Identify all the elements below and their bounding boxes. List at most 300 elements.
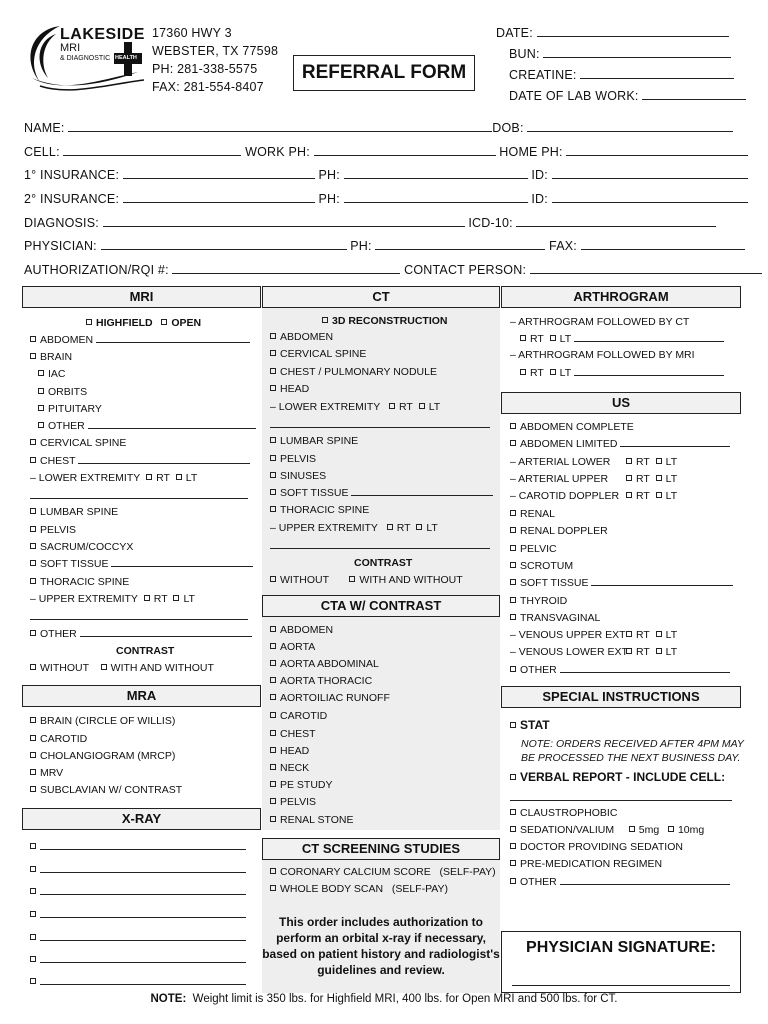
us-carotid-rt-checkbox[interactable] — [626, 492, 632, 498]
cta-renal-label: RENAL STONE — [280, 814, 354, 826]
address-block — [152, 24, 278, 96]
cta-renal-checkbox[interactable] — [270, 816, 276, 822]
mra-carotid-checkbox[interactable] — [30, 735, 36, 741]
xray-checkbox-6[interactable] — [30, 956, 36, 962]
address-line1: 17360 HWY 3 — [152, 26, 232, 40]
icd-field[interactable] — [516, 216, 716, 227]
ct-with-without-label: WITH AND WITHOUT — [359, 574, 463, 586]
stat-note-line1: NOTE: ORDERS RECEIVED AFTER 4PM MAY — [521, 738, 744, 750]
ct-pelvis-label: PELVIS — [280, 453, 316, 465]
mri-lower-ext-field[interactable] — [30, 490, 248, 499]
ct-chest-label: CHEST / PULMONARY NODULE — [280, 366, 437, 378]
xray-field-4[interactable] — [40, 909, 246, 918]
mri-orbits-checkbox[interactable] — [38, 388, 44, 394]
us-soft-field[interactable] — [591, 577, 733, 586]
us-ven-lower-label: – VENOUS LOWER EXT — [510, 646, 628, 658]
us-soft-label: SOFT TISSUE — [520, 577, 589, 589]
lt-label: LT — [665, 646, 678, 658]
claustro-checkbox[interactable] — [510, 809, 516, 815]
mri-pituitary-label: PITUITARY — [48, 403, 102, 415]
us-art-lower-rt-checkbox[interactable] — [626, 458, 632, 464]
ct-contrast-label: CONTRAST — [354, 557, 413, 569]
mri-soft-label: SOFT TISSUE — [40, 558, 109, 570]
form-title: REFERRAL FORM — [293, 55, 475, 91]
10mg-checkbox[interactable] — [668, 826, 674, 832]
mri-other-checkbox[interactable] — [30, 630, 36, 636]
name-label: NAME: — [24, 121, 65, 135]
ct-sinuses-checkbox[interactable] — [270, 472, 276, 478]
arthro-mri-field[interactable] — [574, 367, 724, 376]
us-transvaginal-label: TRANSVAGINAL — [520, 612, 601, 624]
ct-header: CT — [262, 286, 500, 308]
ins2-id-label: ID: — [531, 192, 548, 206]
lab-date-label: DATE OF LAB WORK: — [509, 89, 639, 103]
us-ven-upper-lt-checkbox[interactable] — [656, 631, 662, 637]
ins2-id-field[interactable] — [552, 192, 748, 203]
logo-health: HEALTH — [115, 55, 137, 61]
lt-label: LT — [426, 522, 438, 534]
cta-pe-label: PE STUDY — [280, 779, 333, 791]
cell-label: CELL: — [24, 145, 60, 159]
mra-cholangio-label: CHOLANGIOGRAM (MRCP) — [40, 750, 176, 762]
us-other-label: OTHER — [520, 664, 557, 676]
arthro-mri-rt-checkbox[interactable] — [520, 369, 526, 375]
stat-checkbox[interactable] — [510, 722, 516, 728]
us-header: US — [501, 392, 741, 414]
cta-aorta-label: AORTA — [280, 641, 316, 653]
mri-chest-field[interactable] — [78, 455, 250, 464]
dob-field[interactable] — [527, 121, 733, 132]
orbital-note-line4: guidelines and review. — [317, 963, 445, 977]
mra-subclavian-checkbox[interactable] — [30, 786, 36, 792]
rt-label: RT — [153, 593, 168, 605]
mri-lower-lt-checkbox[interactable] — [176, 474, 182, 480]
mri-chest-checkbox[interactable] — [30, 457, 36, 463]
logo-mri: MRI — [60, 42, 81, 54]
arthro-ct-field[interactable] — [574, 333, 724, 342]
cta-aorta-abd-checkbox[interactable] — [270, 660, 276, 666]
mri-upper-lt-checkbox[interactable] — [173, 595, 179, 601]
mri-lumbar-label: LUMBAR SPINE — [40, 506, 119, 518]
physician-field[interactable] — [101, 239, 347, 250]
lt-label: LT — [665, 490, 678, 502]
mri-cervical-label: CERVICAL SPINE — [40, 437, 127, 449]
mri-brain-other-label: OTHER — [48, 420, 85, 432]
mri-without-checkbox[interactable] — [30, 664, 36, 670]
whole-body-checkbox[interactable] — [270, 885, 276, 891]
10mg-label: 10mg — [677, 824, 705, 836]
cta-abdomen-label: ABDOMEN — [280, 624, 334, 636]
sedation-label: SEDATION/VALIUM — [520, 824, 615, 836]
us-pelvic-checkbox[interactable] — [510, 545, 516, 551]
us-carotid-label: – CAROTID DOPPLER — [510, 490, 620, 502]
xray-checkbox-4[interactable] — [30, 911, 36, 917]
xray-field-5[interactable] — [40, 932, 246, 941]
mri-brain-checkbox[interactable] — [30, 353, 36, 359]
rt-label: RT — [399, 401, 413, 413]
us-thyroid-checkbox[interactable] — [510, 597, 516, 603]
ct-soft-checkbox[interactable] — [270, 489, 276, 495]
rt-label: RT — [636, 646, 650, 658]
special-header: SPECIAL INSTRUCTIONS — [501, 686, 741, 708]
ins2-field[interactable] — [123, 192, 315, 203]
cta-neck-label: NECK — [280, 762, 310, 774]
fax: FAX: 281-554-8407 — [152, 80, 264, 94]
doctor-sed-label: DOCTOR PROVIDING SEDATION — [520, 841, 683, 853]
mri-thoracic-label: THORACIC SPINE — [40, 576, 130, 588]
lab-date-field[interactable] — [642, 89, 746, 100]
us-ven-upper-label: – VENOUS UPPER EXT — [510, 629, 626, 641]
cta-runoff-label: AORTOILIAC RUNOFF — [280, 692, 390, 704]
diagnosis-label: DIAGNOSIS: — [24, 216, 99, 230]
ct-thoracic-label: THORACIC SPINE — [280, 504, 370, 516]
stat-note-line2: BE PROCESSED THE NEXT BUSINESS DAY. — [521, 752, 741, 764]
us-renal-checkbox[interactable] — [510, 510, 516, 516]
mri-brain-other-field[interactable] — [88, 420, 256, 429]
mra-brain-checkbox[interactable] — [30, 717, 36, 723]
arthro-ct-label: – ARTHROGRAM FOLLOWED BY CT — [510, 316, 690, 328]
bun-label: BUN: — [509, 47, 540, 61]
us-art-upper-label: – ARTERIAL UPPER — [510, 473, 609, 485]
us-pelvic-label: PELVIC — [520, 543, 557, 555]
signature-line[interactable] — [512, 985, 730, 986]
us-soft-checkbox[interactable] — [510, 579, 516, 585]
auth-field[interactable] — [172, 263, 400, 274]
work-ph-field[interactable] — [314, 145, 496, 156]
special-other-checkbox[interactable] — [510, 878, 516, 884]
whole-body-label: WHOLE BODY SCAN (SELF-PAY) — [280, 883, 449, 895]
ct-upper-rt-checkbox[interactable] — [387, 524, 393, 530]
cta-pelvis-checkbox[interactable] — [270, 798, 276, 804]
special-other-label: OTHER — [520, 876, 557, 888]
rt-label: RT — [636, 473, 650, 485]
verbal-checkbox[interactable] — [510, 774, 516, 780]
mri-abdomen-label: ABDOMEN — [40, 334, 94, 346]
mri-soft-checkbox[interactable] — [30, 560, 36, 566]
ct-thoracic-checkbox[interactable] — [270, 506, 276, 512]
cta-carotid-label: CAROTID — [280, 710, 328, 722]
physician-label: PHYSICIAN: — [24, 239, 97, 253]
ct-without-checkbox[interactable] — [270, 576, 276, 582]
mri-abdomen-checkbox[interactable] — [30, 336, 36, 342]
ins1-id-field[interactable] — [552, 168, 748, 179]
mri-pituitary-checkbox[interactable] — [38, 405, 44, 411]
mra-subclavian-label: SUBCLAVIAN W/ CONTRAST — [40, 784, 183, 796]
cell-field[interactable] — [63, 145, 241, 156]
ct-upper-lt-checkbox[interactable] — [416, 524, 422, 530]
physician-ph-field[interactable] — [375, 239, 545, 250]
sedation-checkbox[interactable] — [510, 826, 516, 832]
xray-checkbox-5[interactable] — [30, 934, 36, 940]
diagnosis-field[interactable] — [103, 216, 465, 227]
cta-aorta-abd-label: AORTA ABDOMINAL — [280, 658, 379, 670]
cta-pelvis-label: PELVIS — [280, 796, 316, 808]
creatine-label: CREATINE: — [509, 68, 577, 82]
signature-box[interactable] — [501, 931, 741, 993]
auth-label: AUTHORIZATION/RQI #: — [24, 263, 169, 277]
mri-pelvis-checkbox[interactable] — [30, 526, 36, 532]
cta-aorta-thor-label: AORTA THORACIC — [280, 675, 373, 687]
coronary-checkbox[interactable] — [270, 868, 276, 874]
orbital-note — [262, 914, 500, 978]
special-other-field[interactable] — [560, 876, 730, 885]
arthrogram-header: ARTHROGRAM — [501, 286, 741, 308]
ins1-ph-field[interactable] — [344, 168, 528, 179]
logo-name: LAKESIDE — [60, 26, 145, 43]
us-other-field[interactable] — [560, 664, 730, 673]
5mg-checkbox[interactable] — [629, 826, 635, 832]
creatine-field[interactable] — [580, 68, 734, 79]
ct-lower-ext-field[interactable] — [270, 419, 490, 428]
footer-note — [0, 993, 768, 1005]
highfield-checkbox[interactable] — [86, 319, 92, 325]
cta-chest-checkbox[interactable] — [270, 730, 276, 736]
ct-head-label: HEAD — [280, 383, 310, 395]
cta-header: CTA W/ CONTRAST — [262, 595, 500, 617]
mri-iac-checkbox[interactable] — [38, 370, 44, 376]
us-art-lower-label: – ARTERIAL LOWER — [510, 456, 611, 468]
mra-mrv-label: MRV — [40, 767, 64, 779]
open-label: OPEN — [171, 317, 202, 329]
mri-sacrum-label: SACRUM/COCCYX — [40, 541, 134, 553]
cta-runoff-checkbox[interactable] — [270, 694, 276, 700]
ct-without-label: WITHOUT — [280, 574, 329, 586]
orbital-note-line1: This order includes authorization to — [278, 915, 483, 929]
us-scrotum-label: SCROTUM — [520, 560, 574, 572]
us-art-lower-lt-checkbox[interactable] — [656, 458, 662, 464]
xray-field-1[interactable] — [40, 841, 246, 850]
ct-sinuses-label: SINUSES — [280, 470, 327, 482]
xray-header: X-RAY — [22, 808, 261, 830]
logo-diagnostic: & DIAGNOSTIC — [60, 55, 111, 62]
us-ven-lower-lt-checkbox[interactable] — [656, 648, 662, 654]
premed-checkbox[interactable] — [510, 860, 516, 866]
mri-with-without-checkbox[interactable] — [101, 664, 107, 670]
ct-pelvis-checkbox[interactable] — [270, 455, 276, 461]
ct-lower-rt-checkbox[interactable] — [389, 403, 395, 409]
xray-checkbox-7[interactable] — [30, 978, 36, 984]
lt-label: LT — [665, 473, 678, 485]
mri-upper-ext-label: – UPPER EXTREMITY — [30, 593, 138, 605]
us-abd-limited-field[interactable] — [620, 438, 730, 447]
ct-upper-ext-label: – UPPER EXTREMITY — [270, 522, 378, 534]
home-ph-field[interactable] — [566, 145, 748, 156]
mri-lumbar-checkbox[interactable] — [30, 508, 36, 514]
mri-lower-rt-checkbox[interactable] — [146, 474, 152, 480]
ins1-label: 1° INSURANCE: — [24, 168, 120, 182]
mri-chest-label: CHEST — [40, 455, 76, 467]
rt-label: RT — [156, 472, 170, 484]
contact-label: CONTACT PERSON: — [404, 263, 527, 277]
xray-checkbox-2[interactable] — [30, 866, 36, 872]
mri-abdomen-field[interactable] — [96, 334, 250, 343]
coronary-label: CORONARY CALCIUM SCORE (SELF-PAY) — [280, 866, 496, 878]
physician-fax-label: FAX: — [549, 239, 577, 253]
footer-note-text: Weight limit is 350 lbs. for Highfield MRI, 400 lbs. for Open MRI and 500 lbs. for CT. — [192, 993, 618, 1005]
icd-label: ICD-10: — [468, 216, 513, 230]
dob-label: DOB: — [492, 121, 524, 135]
lt-label: LT — [428, 401, 441, 413]
5mg-label: 5mg — [638, 824, 660, 836]
cta-chest-label: CHEST — [280, 728, 316, 740]
ins1-field[interactable] — [123, 168, 315, 179]
ct-chest-checkbox[interactable] — [270, 368, 276, 374]
mri-soft-field[interactable] — [111, 558, 253, 567]
arthro-ct-lt-checkbox[interactable] — [550, 335, 556, 341]
mri-brain-other-checkbox[interactable] — [38, 422, 44, 428]
mri-pelvis-label: PELVIS — [40, 524, 76, 536]
mra-brain-label: BRAIN (CIRCLE OF WILLIS) — [40, 715, 176, 727]
lab-block — [496, 24, 746, 108]
mra-carotid-label: CAROTID — [40, 733, 88, 745]
rt-label: RT — [636, 456, 650, 468]
rt-label: RT — [530, 367, 544, 379]
mri-cervical-checkbox[interactable] — [30, 439, 36, 445]
us-abd-complete-label: ABDOMEN COMPLETE — [520, 421, 634, 433]
us-other-checkbox[interactable] — [510, 666, 516, 672]
us-ven-upper-rt-checkbox[interactable] — [626, 631, 632, 637]
mri-thoracic-checkbox[interactable] — [30, 578, 36, 584]
us-transvaginal-checkbox[interactable] — [510, 614, 516, 620]
home-ph-label: HOME PH: — [499, 145, 563, 159]
us-renal-doppler-checkbox[interactable] — [510, 527, 516, 533]
ct-abdomen-label: ABDOMEN — [280, 331, 334, 343]
cta-head-checkbox[interactable] — [270, 747, 276, 753]
us-scrotum-checkbox[interactable] — [510, 562, 516, 568]
xray-field-2[interactable] — [40, 864, 246, 873]
lt-label: LT — [665, 456, 678, 468]
cta-aorta-thor-checkbox[interactable] — [270, 677, 276, 683]
mri-other-field[interactable] — [80, 628, 252, 637]
highfield-label: HIGHFIELD — [96, 317, 153, 329]
us-abd-limited-label: ABDOMEN LIMITED — [520, 438, 618, 450]
arthro-mri-label: – ARTHROGRAM FOLLOWED BY MRI — [510, 349, 695, 361]
ct-soft-label: SOFT TISSUE — [280, 487, 349, 499]
xray-checkbox-1[interactable] — [30, 843, 36, 849]
cta-carotid-checkbox[interactable] — [270, 712, 276, 718]
physician-fax-field[interactable] — [581, 239, 745, 250]
phone: PH: 281-338-5575 — [152, 62, 258, 76]
orbital-note-line3: based on patient history and radiologist's — [262, 947, 500, 961]
verbal-field[interactable] — [510, 792, 732, 801]
doctor-sed-checkbox[interactable] — [510, 843, 516, 849]
us-thyroid-label: THYROID — [520, 595, 568, 607]
work-ph-label: WORK PH: — [245, 145, 310, 159]
ins2-ph-field[interactable] — [344, 192, 528, 203]
xray-checkbox-3[interactable] — [30, 888, 36, 894]
footer-note-label: NOTE: — [150, 993, 187, 1005]
mra-header: MRA — [22, 685, 261, 707]
us-renal-label: RENAL — [520, 508, 556, 520]
ct-lower-lt-checkbox[interactable] — [419, 403, 425, 409]
mri-with-without-label: WITH AND WITHOUT — [110, 662, 214, 674]
screening-header: CT SCREENING STUDIES — [262, 838, 500, 860]
ins1-id-label: ID: — [531, 168, 548, 182]
contact-field[interactable] — [530, 263, 762, 274]
open-checkbox[interactable] — [161, 319, 167, 325]
xray-field-3[interactable] — [40, 886, 246, 895]
date-field[interactable] — [537, 26, 729, 37]
lt-label: LT — [559, 333, 571, 345]
us-abd-complete-checkbox[interactable] — [510, 423, 516, 429]
premed-label: PRE-MEDICATION REGIMEN — [520, 858, 663, 870]
ct-with-without-checkbox[interactable] — [349, 576, 355, 582]
us-carotid-lt-checkbox[interactable] — [656, 492, 662, 498]
mri-other-label: OTHER — [40, 628, 77, 640]
arthro-mri-lt-checkbox[interactable] — [550, 369, 556, 375]
xray-field-6[interactable] — [40, 954, 246, 963]
xray-field-7[interactable] — [40, 976, 246, 985]
mra-cholangio-checkbox[interactable] — [30, 752, 36, 758]
mri-brain-label: BRAIN — [40, 351, 73, 363]
rt-label: RT — [636, 629, 650, 641]
us-abd-limited-checkbox[interactable] — [510, 440, 516, 446]
mri-sacrum-checkbox[interactable] — [30, 543, 36, 549]
cta-pe-checkbox[interactable] — [270, 781, 276, 787]
mri-upper-rt-checkbox[interactable] — [144, 595, 150, 601]
ct-abdomen-checkbox[interactable] — [270, 333, 276, 339]
ct-soft-field[interactable] — [351, 487, 493, 496]
date-label: DATE: — [496, 26, 533, 40]
ct-upper-ext-field[interactable] — [270, 540, 490, 549]
rt-label: RT — [530, 333, 544, 345]
mri-iac-label: IAC — [48, 368, 66, 380]
ct-cervical-label: CERVICAL SPINE — [280, 348, 367, 360]
cta-abdomen-checkbox[interactable] — [270, 626, 276, 632]
mri-orbits-label: ORBITS — [48, 386, 88, 398]
orbital-note-line2: perform an orbital x-ray if necessary, — [276, 931, 486, 945]
mri-header: MRI — [22, 286, 261, 308]
cta-aorta-checkbox[interactable] — [270, 643, 276, 649]
logo — [20, 20, 150, 92]
ct-head-checkbox[interactable] — [270, 385, 276, 391]
ct-lumbar-label: LUMBAR SPINE — [280, 435, 359, 447]
ct-recon-checkbox[interactable] — [322, 317, 328, 323]
claustro-label: CLAUSTROPHOBIC — [520, 807, 618, 819]
cta-head-label: HEAD — [280, 745, 310, 757]
ct-cervical-checkbox[interactable] — [270, 350, 276, 356]
us-ven-lower-rt-checkbox[interactable] — [626, 648, 632, 654]
us-art-upper-lt-checkbox[interactable] — [656, 475, 662, 481]
ins2-ph-label: PH: — [318, 192, 340, 206]
ct-recon-label: 3D RECONSTRUCTION — [332, 315, 448, 327]
lt-label: LT — [183, 593, 195, 605]
us-renal-doppler-label: RENAL DOPPLER — [520, 525, 608, 537]
arthro-ct-rt-checkbox[interactable] — [520, 335, 526, 341]
bun-field[interactable] — [543, 47, 731, 58]
verbal-label: VERBAL REPORT - INCLUDE CELL: — [520, 770, 726, 784]
signature-label: PHYSICIAN SIGNATURE: — [526, 939, 716, 956]
physician-ph-label: PH: — [350, 239, 372, 253]
mri-without-label: WITHOUT — [40, 662, 89, 674]
ins1-ph-label: PH: — [318, 168, 340, 182]
cta-neck-checkbox[interactable] — [270, 764, 276, 770]
rt-label: RT — [636, 490, 650, 502]
mri-contrast-label: CONTRAST — [116, 645, 175, 657]
mri-upper-ext-field[interactable] — [30, 611, 248, 620]
ins2-label: 2° INSURANCE: — [24, 192, 120, 206]
lt-label: LT — [185, 472, 198, 484]
us-art-upper-rt-checkbox[interactable] — [626, 475, 632, 481]
name-field[interactable] — [68, 121, 492, 132]
lt-label: LT — [665, 629, 678, 641]
mra-mrv-checkbox[interactable] — [30, 769, 36, 775]
mri-lower-ext-label: – LOWER EXTREMITY — [30, 472, 141, 484]
rt-label: RT — [396, 522, 411, 534]
address-line2: WEBSTER, TX 77598 — [152, 44, 279, 58]
lt-label: LT — [559, 367, 571, 379]
ct-lumbar-checkbox[interactable] — [270, 437, 276, 443]
